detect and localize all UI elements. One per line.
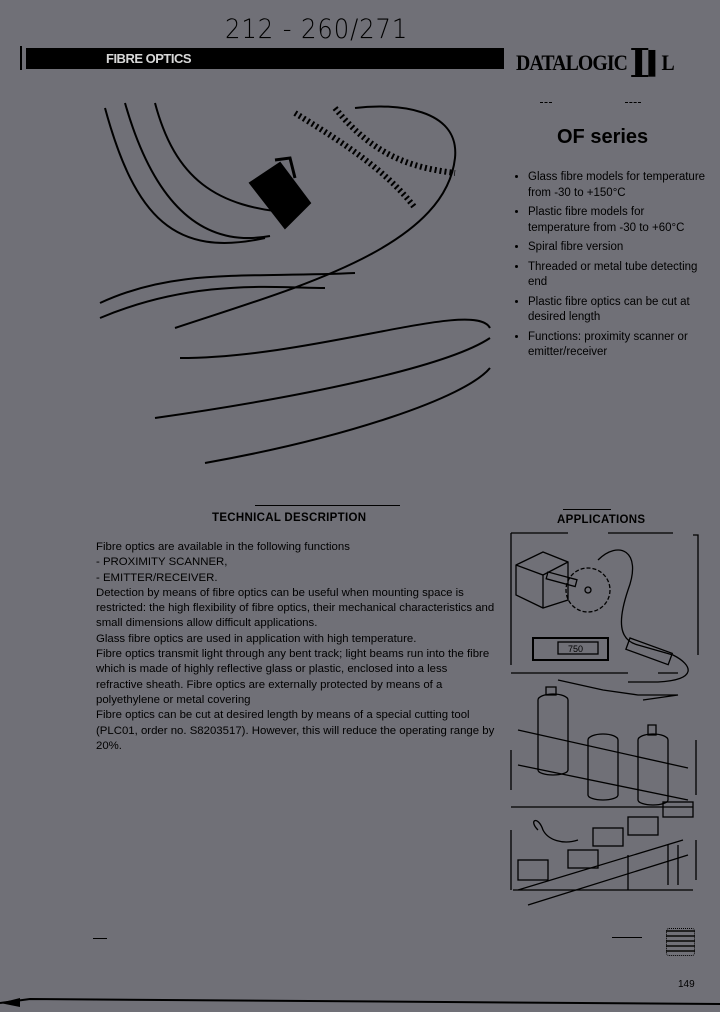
technical-description-heading: TECHNICAL DESCRIPTION xyxy=(212,512,367,524)
paragraph: Glass fibre optics are used in application with high temperature. xyxy=(96,632,417,645)
paragraph: Fibre optics are available in the following functions xyxy=(96,541,350,553)
feature-list xyxy=(510,170,708,365)
feature-item: • Plastic fibre optics can be cut at desired length xyxy=(528,295,708,326)
applications-illustrations xyxy=(508,530,700,915)
crop-mark xyxy=(625,102,641,103)
feature-item: • Plastic fibre models for temperature from -30 to +60°C xyxy=(528,205,708,236)
feature-item: • Glass fibre models for temperature from -30 to +150°C xyxy=(528,170,708,201)
brand-logo: DATALOGIC ▌▌L xyxy=(516,50,674,75)
crop-mark xyxy=(93,938,107,939)
paragraph: - PROXIMITY SCANNER, xyxy=(96,556,228,569)
header-bar-edge xyxy=(20,46,22,70)
crop-mark xyxy=(540,102,552,103)
divider xyxy=(255,505,400,506)
scan-bottom-edge xyxy=(0,995,720,1012)
paragraph: Detection by means of fibre optics can be useful when mounting space is restricted: the high flexibility of fibre optics, their mechanical characteristics and small dimensions allow difficult applications. xyxy=(96,586,495,630)
feature-item: • Functions: proximity scanner or emitter/receiver xyxy=(528,330,708,361)
page-number: 149 xyxy=(678,979,695,990)
product-title: OF series xyxy=(557,126,649,148)
paragraph: Fibre optics can be cut at desired length by means of a special cutting tool (PLC01, order no. S8203517). However, this will reduce the operating range by 20%. xyxy=(96,709,495,752)
handwritten-reference: 212 - 260/271 xyxy=(225,14,409,45)
paragraph: - EMITTER/RECEIVER. xyxy=(96,571,218,584)
paragraph: Fibre optics transmit light through any bent track; light beams run into the fibre which is made of highly reflective glass or plastic, enclosed into a less refractive sheath. Fibre optics are externally protected by means of a polyethylene or metal covering xyxy=(96,648,490,706)
technical-description-body xyxy=(96,540,496,754)
section-title: FIBRE OPTICS xyxy=(106,51,192,66)
feature-item: • Spiral fibre version xyxy=(528,240,708,256)
divider xyxy=(563,509,611,510)
divider xyxy=(612,937,642,938)
feature-item: • Threaded or metal tube detecting end xyxy=(528,260,708,291)
fibre-optics-product-photo xyxy=(95,98,500,468)
dot-pattern-icon xyxy=(666,928,695,956)
applications-heading: APPLICATIONS xyxy=(557,514,646,526)
meter-reading: 750 xyxy=(568,644,584,654)
section-header-bar xyxy=(26,48,504,69)
